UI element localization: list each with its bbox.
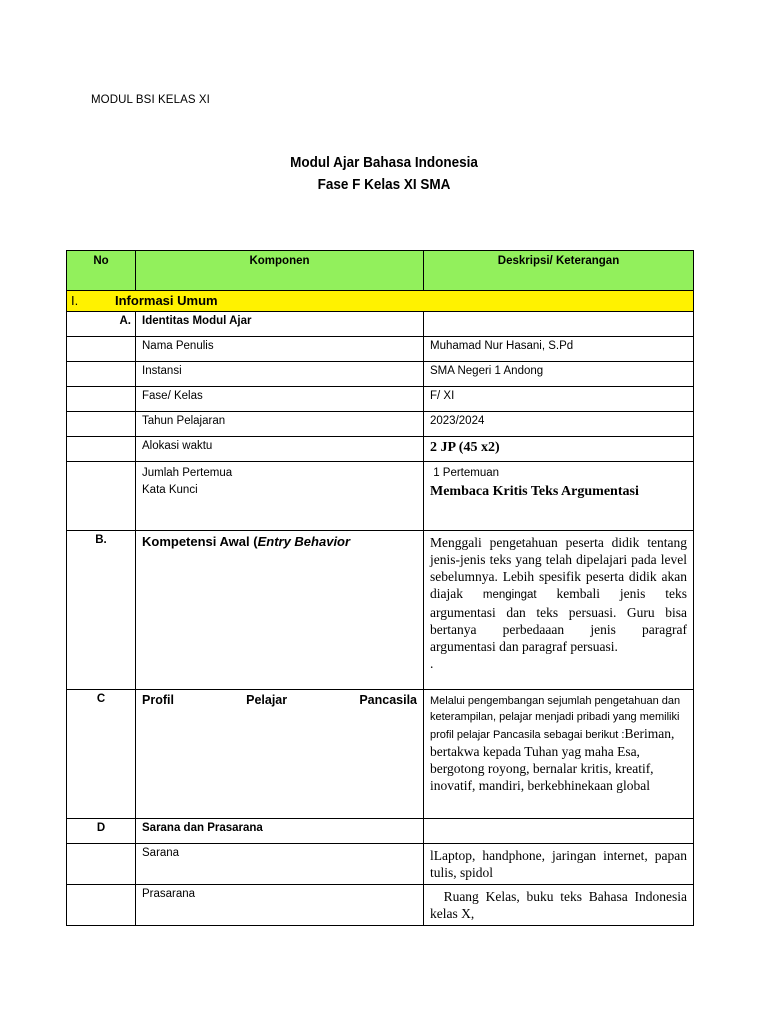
title-line-1: Modul Ajar Bahasa Indonesia (290, 154, 478, 171)
sarana-value: lLaptop, handphone, jaringan internet, papan tulis, spidol (424, 844, 694, 885)
document-header: MODUL BSI KELAS XI (91, 94, 210, 106)
jumlah-pertemuan-label: Jumlah Pertemua (142, 467, 233, 479)
prasarana-label: Prasarana (136, 885, 424, 926)
profil-pelajar-desc: Melalui pengembangan sejumlah pengetahuan dan keterampilan, pelajar menjadi pribadi yang memiliki profil pelajar Pancasila sebagai berikut :Beriman, bertakwa kepada Tuhan yag maha Esa, bergotong royong, bernalar kritis, kreatif, inovatif, mandiri, berkebhinekaan global (424, 690, 694, 819)
table-row-a (67, 312, 694, 337)
kompetensi-awal-label: Kompetensi Awal (Entry Behavior (136, 531, 424, 690)
kata-kunci-label: Kata Kunci (142, 484, 198, 496)
table-row-d (67, 819, 694, 844)
modul-table (66, 250, 694, 926)
header-komponen: Komponen (136, 251, 424, 291)
nama-penulis-label: Nama Penulis (136, 337, 424, 362)
row-number-d: D (67, 819, 136, 844)
header-deskripsi: Deskripsi/ Keterangan (424, 251, 694, 291)
table-row (67, 437, 694, 462)
tahun-pelajaran-label: Tahun Pelajaran (136, 412, 424, 437)
table-row-c (67, 690, 694, 819)
nama-penulis-value: Muhamad Nur Hasani, S.Pd (424, 337, 694, 362)
fase-kelas-value: F/ XI (424, 387, 694, 412)
jumlah-pertemuan-value: 1 Pertemuan (430, 467, 500, 479)
instansi-value: SMA Negeri 1 Andong (424, 362, 694, 387)
section-informasi-umum (67, 291, 694, 312)
tahun-pelajaran-value: 2023/2024 (424, 412, 694, 437)
table-row (67, 885, 694, 926)
table-row (67, 844, 694, 885)
title-line-2: Fase F Kelas XI SMA (317, 176, 451, 193)
prasarana-value: Ruang Kelas, buku teks Bahasa Indonesia kelas X, (424, 885, 694, 926)
kata-kunci-value: Membaca Kritis Teks Argumentasi (430, 484, 639, 499)
document-title (38, 152, 729, 196)
alokasi-waktu-label: Alokasi waktu (136, 437, 424, 462)
row-number-a: A. (67, 312, 136, 337)
table-row-b (67, 531, 694, 690)
identitas-label: Identitas Modul Ajar (136, 312, 424, 337)
instansi-label: Instansi (136, 362, 424, 387)
profil-pelajar-label: Profil Pelajar Pancasila (136, 690, 424, 819)
section-number: I. (71, 293, 79, 308)
table-row (67, 412, 694, 437)
table-row (67, 462, 694, 531)
section-label: Informasi Umum (115, 293, 218, 308)
table-header-row (67, 251, 694, 291)
kompetensi-awal-desc: Menggali pengetahuan peserta didik tentang jenis-jenis teks yang telah dipelajari pada level sebelumnya. Lebih spesifik peserta didik akan diajak mengingat kembali jenis teks argumentasi dan teks persuasi. Guru bisa bertanya perbedaaan jenis paragraf argumentasi dan paragraf persuasi. . (424, 531, 694, 690)
table-row (67, 337, 694, 362)
row-number-c: C (67, 690, 136, 819)
header-no: No (67, 251, 136, 291)
alokasi-waktu-value: 2 JP (45 x2) (424, 437, 694, 462)
sarana-label: Sarana (136, 844, 424, 885)
table-row (67, 387, 694, 412)
sarana-prasarana-label: Sarana dan Prasarana (136, 819, 424, 844)
table-row (67, 362, 694, 387)
row-number-b: B. (67, 531, 136, 690)
fase-kelas-label: Fase/ Kelas (136, 387, 424, 412)
